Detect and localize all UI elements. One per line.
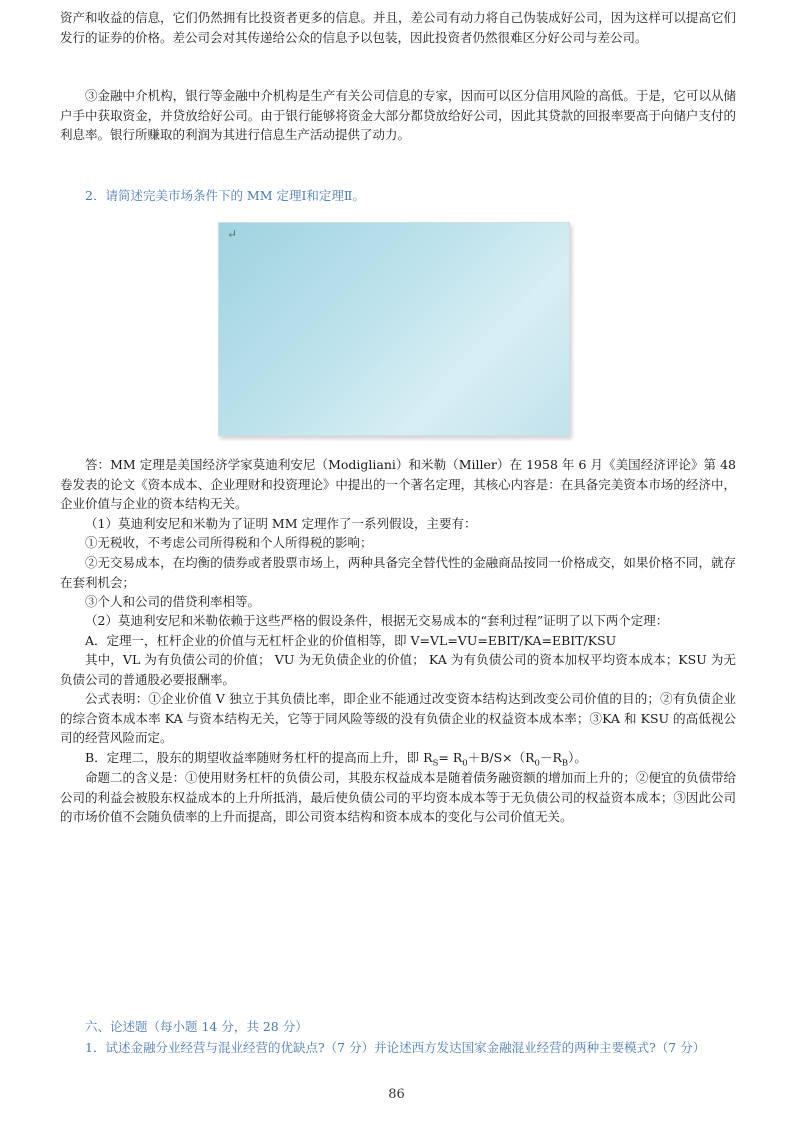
placeholder-image (218, 222, 570, 436)
subscript-0: 0 (534, 758, 540, 769)
formula-meaning: 公式表明：①企业价值 V 独立于其负债比率，即企业不能通过改变资本结构达到改变公司价值的目的；②有负债企业的综合资本成本率 KA 与资本结构无关，它等于同风险等级的没有负债企业的权益资本成本率；③KA 和 KSU 的高低视公司的经营风险而定。 (60, 691, 736, 745)
question-2: 2．请简述完美市场条件下的 MM 定理Ⅰ和定理Ⅱ。 (85, 188, 365, 203)
section-six-heading: 六、论述题（每小题 14 分，共 28 分） (85, 1019, 308, 1034)
subscript-b: B (561, 758, 569, 769)
paragraph-bank-intermediary: ③金融中介机构，银行等金融中介机构是生产有关公司信息的专家，因而可以区分信用风险的高低。于是，它可以从储户手中获取资金，并贷放给好公司。由于银行能够将资金大部分都贷放给好公司，因此其贷款的回报率要高于向储户支付的利息率。银行所赚取的利润为其进行信息生产活动提供了动力。 (60, 88, 736, 142)
theorems-heading: （2）莫迪利安尼和米勒依赖于这些严格的假设条件，根据无交易成本的“套利过程”证明了以下两个定理： (85, 613, 669, 628)
paragraph-info-asymmetry: 资产和收益的信息，它们仍然拥有比投资者更多的信息。并且，差公司有动力将自己伪装成好公司，因为这样可以提高它们发行的证券的价格。差公司会对其传递给公众的信息予以包装，因此投资者仍然很难区分好公司与差公司。 (60, 10, 736, 45)
question-6-1: 1．试述金融分业经营与混业经营的优缺点?（7 分）并论述西方发达国家金融混业经营的两种主要模式?（7 分） (85, 1040, 706, 1055)
assumption-2: ②无交易成本，在均衡的债券或者股票市场上，两种具备完全替代性的金融商品按同一价格成交，如果价格不同，就存在套利机会； (60, 555, 736, 590)
assumption-3: ③个人和公司的借贷利率相等。 (85, 594, 261, 609)
subscript-s: S (432, 758, 439, 769)
page-number: 86 (388, 1087, 405, 1102)
theorem-two-text: B．定理二，股东的期望收益率随财务杠杆的提高而上升，即 R (85, 750, 433, 765)
answer-intro: 答：MM 定理是美国经济学家莫迪利安尼（Modigliani）和米勒（Miller）在 1958 年 6 月《美国经济评论》第 48 卷发表的论文《资本成本、企业理财和投资理论》中提出的一个著名定理，其核心内容是：在具备完美资本市场的经济中，企业价值与企业的资本结构无关。 (60, 457, 736, 511)
subscript-0: 0 (462, 758, 468, 769)
theorem-two-text: = R (438, 750, 463, 765)
theorem-two-text: －R (539, 750, 562, 765)
paragraph-mark-icon: ↵ (227, 227, 238, 241)
assumptions-heading: （1）莫迪利安尼和米勒为了证明 MM 定理作了一系列假设，主要有： (85, 516, 477, 531)
theorem-one-notes: 其中，VL 为有负债公司的价值； VU 为无负债企业的价值； KA 为有负债公司的资本加权平均资本成本；KSU 为无负债公司的普通股必要报酬率。 (60, 652, 736, 687)
theorem-one: A．定理一，杠杆企业的价值与无杠杆企业的价值相等，即 V=VL=VU=EBIT/KA=EBIT/KSU (85, 633, 617, 648)
proposition-two-meaning: 命题二的含义是：①使用财务杠杆的负债公司，其股东权益成本是随着债务融资额的增加而上升的；②便宜的负债带给公司的利益会被股东权益成本的上升所抵消，最后使负债公司的平均资本成本等于无负债公司的权益资本成本；③因此公司的市场价值不会随负债率的上升而提高，即公司资本结构和资本成本的变化与公司价值无关。 (60, 770, 736, 824)
assumption-1: ①无税收，不考虑公司所得税和个人所得税的影响； (85, 535, 373, 550)
theorem-two-text: ）。 (568, 750, 587, 765)
theorem-two-text: ＋B/S×（R (467, 750, 535, 765)
